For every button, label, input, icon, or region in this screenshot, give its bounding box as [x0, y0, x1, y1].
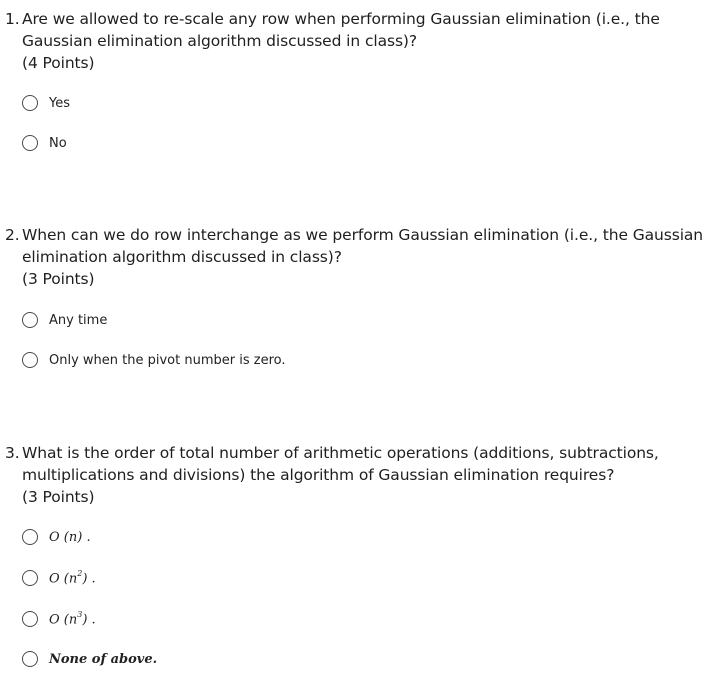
option-no[interactable] [22, 132, 67, 154]
question-text: When can we do row interchange as we perform Gaussian elimination (i.e., the Gaussian elimination algorithm discussed in class)? [22, 226, 704, 266]
question-number: 3. [5, 444, 20, 462]
option-label [49, 530, 91, 545]
radio-button-icon[interactable] [22, 611, 38, 627]
option-math-suffix: ) . [82, 612, 96, 628]
radio-button-icon[interactable] [22, 570, 38, 586]
question-number: 1. [5, 10, 20, 28]
option-label: Only when the pivot number is zero. [49, 352, 286, 368]
option-none-of-above[interactable] [22, 648, 157, 670]
option-label: Yes [49, 95, 70, 111]
question-1 [0, 8, 720, 74]
question-points: (3 Points) [22, 488, 95, 506]
option-order-n-cubed[interactable] [22, 608, 96, 630]
option-label [49, 570, 96, 586]
option-math-suffix: ) . [82, 571, 96, 587]
question-text: What is the order of total number of arithmetic operations (additions, subtractions, multiplications and divisions) the algorithm of Gaussian elimination requires? [22, 444, 659, 484]
radio-button-icon[interactable] [22, 651, 38, 667]
question-3 [0, 442, 720, 508]
option-math-text: O (n) . [49, 529, 91, 545]
question-2-header [0, 224, 720, 290]
radio-button-icon[interactable] [22, 135, 38, 151]
option-math-text: O (n [49, 571, 78, 587]
radio-button-icon[interactable] [22, 312, 38, 328]
option-exponent: 2 [77, 568, 83, 578]
radio-button-icon[interactable] [22, 529, 38, 545]
option-order-n-squared[interactable] [22, 567, 96, 589]
question-text: Are we allowed to re-scale any row when performing Gaussian elimination (i.e., the Gaussian elimination algorithm discussed in class)? [22, 10, 660, 50]
radio-button-icon[interactable] [22, 352, 38, 368]
option-label: No [49, 135, 67, 151]
question-2 [0, 224, 720, 290]
option-label: None of above. [49, 651, 158, 667]
question-number: 2. [5, 226, 20, 244]
option-exponent: 3 [77, 609, 83, 619]
question-1-header [0, 8, 720, 74]
question-points: (4 Points) [22, 54, 95, 72]
option-yes[interactable] [22, 92, 70, 114]
option-label [49, 611, 96, 627]
option-math-text: O (n [49, 612, 78, 628]
question-3-header [0, 442, 720, 508]
option-only-when-pivot-zero[interactable] [22, 349, 285, 371]
option-order-n[interactable] [22, 526, 91, 548]
question-points: (3 Points) [22, 270, 95, 288]
radio-button-icon[interactable] [22, 95, 38, 111]
option-any-time[interactable] [22, 309, 107, 331]
option-label: Any time [49, 312, 108, 328]
